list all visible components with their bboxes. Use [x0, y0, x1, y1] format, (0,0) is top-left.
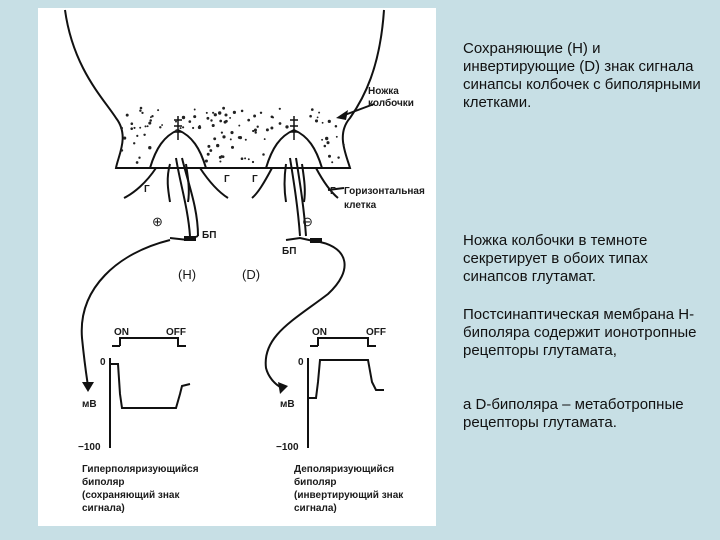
vesicle-dot	[157, 109, 159, 111]
vesicle-dot	[252, 161, 254, 163]
vesicle-dot	[120, 127, 123, 130]
vesicle-dot	[336, 136, 338, 138]
horizontal-cell-label-1: Горизонтальная	[344, 186, 425, 197]
vesicle-dot	[147, 125, 149, 127]
vesicle-dot	[141, 112, 143, 114]
vesicle-dot	[229, 117, 231, 119]
vesicle-dot	[222, 107, 225, 110]
vesicle-dot	[262, 153, 265, 156]
vesicle-dot	[149, 119, 152, 122]
right-caption-2: биполяр	[294, 477, 337, 488]
bp-label-right: БП	[282, 246, 297, 257]
vesicle-dot	[207, 145, 210, 148]
vesicle-dot	[209, 149, 212, 152]
bp-label-left: БП	[202, 230, 217, 241]
side-paragraph-1: Сохраняющие (Н) и инвертирующие (D) знак сигнала синапсы колбочек с биполярными клетками.	[463, 40, 701, 111]
vesicle-dot	[255, 131, 257, 133]
vesicle-dot	[206, 112, 208, 114]
right-off-label: OFF	[366, 327, 386, 338]
vesicle-dot	[230, 131, 233, 134]
vesicle-dot	[206, 117, 209, 120]
left-caption-2: биполяр	[82, 477, 125, 488]
vesicle-dot	[321, 139, 323, 141]
vesicle-dot	[205, 159, 208, 162]
vesicle-dot	[182, 116, 185, 119]
right-mv-label: мВ	[280, 399, 295, 410]
cone-pedicle-label-2: колбочки	[368, 98, 414, 109]
vesicle-dot	[241, 157, 244, 160]
h-type-label: (H)	[178, 267, 197, 282]
vesicle-dot	[325, 137, 328, 140]
vesicle-dot	[207, 153, 210, 156]
side-paragraph-2: Ножка колбочки в темноте секретирует в обоих типах синапсов глутамат.	[463, 232, 648, 285]
right-graph-trace	[308, 360, 384, 398]
vesicle-dot	[136, 161, 139, 164]
vesicle-dot	[214, 113, 217, 116]
g-label-1: Г	[144, 184, 150, 195]
vesicle-dot	[279, 122, 282, 125]
vesicle-dot	[239, 136, 242, 139]
right-connector-curve	[266, 242, 345, 388]
vesicle-dot	[213, 137, 216, 140]
vesicle-dot	[253, 115, 256, 118]
vesicle-dot	[220, 155, 223, 158]
vesicle-dot	[148, 146, 151, 149]
vesicle-dot	[324, 145, 327, 148]
vesicle-dot	[161, 124, 163, 126]
vesicle-dot	[159, 126, 161, 128]
vesicle-dot	[121, 149, 124, 152]
vesicle-dot	[238, 125, 240, 127]
left-graph-trace	[110, 364, 190, 408]
left-horizontal-process	[124, 168, 156, 198]
right-minus100-label: −100	[276, 442, 299, 453]
plus-sign: ⊕	[152, 214, 163, 229]
right-caption-1: Деполяризующийся	[294, 464, 395, 475]
vesicle-dot	[337, 156, 339, 158]
vesicle-dot	[216, 144, 219, 147]
vesicle-dot	[193, 115, 196, 118]
vesicle-dot	[241, 110, 244, 113]
vesicle-dot	[130, 127, 133, 130]
vesicle-dot	[126, 114, 129, 117]
vesicle-dot	[175, 121, 177, 123]
vesicle-dot	[212, 124, 215, 127]
vesicle-dot	[210, 119, 212, 121]
vesicle-dot	[136, 135, 138, 137]
vesicle-dot	[188, 120, 191, 123]
vesicle-dot	[175, 129, 178, 132]
vesicle-dot	[279, 108, 281, 110]
cone-pedicle-outline	[65, 10, 384, 168]
vesicle-dot	[138, 157, 140, 159]
d-type-label: (D)	[242, 267, 261, 282]
g-label-4: Г	[330, 186, 336, 197]
minus-sign: ⊖	[302, 214, 313, 229]
vesicle-dot	[285, 125, 288, 128]
vesicle-dot	[219, 160, 221, 162]
side-paragraph-4: а D-биполяра – метаботропные рецепторы глутамата.	[463, 396, 684, 431]
vesicle-dot	[248, 158, 250, 160]
side-paragraph-3: Постсинаптическая мембрана Н-биполяра содержит ионотропные рецепторы глутамата,	[463, 306, 697, 359]
left-caption-4: сигнала)	[82, 503, 125, 514]
left-bipolar-terminal	[184, 236, 196, 241]
vesicle-dot	[182, 126, 184, 128]
vesicle-dot	[219, 120, 222, 123]
right-bipolar-terminal	[310, 238, 322, 243]
cone-label-arrowhead	[336, 110, 348, 120]
left-connector-arrowhead	[82, 382, 94, 392]
vesicle-dot	[198, 126, 201, 129]
vesicle-dot	[231, 146, 234, 149]
vesicle-dot	[123, 137, 126, 140]
vesicle-dot	[326, 141, 329, 144]
vesicle-dot	[244, 157, 246, 159]
vesicle-dot	[317, 117, 319, 119]
vesicle-dot	[322, 122, 324, 124]
vesicle-dot	[328, 155, 331, 158]
vesicle-dot	[335, 125, 338, 128]
vesicle-dot	[221, 131, 223, 133]
vesicle-dot	[247, 119, 250, 122]
cone-pedicle-label-1: Ножка	[368, 86, 399, 97]
left-minus100-label: −100	[78, 442, 101, 453]
vesicle-dot	[194, 109, 196, 111]
left-caption-3: (сохраняющий знак	[82, 490, 180, 501]
vesicle-dot	[328, 120, 331, 123]
vesicle-dot	[318, 112, 320, 114]
vesicle-dot	[222, 135, 225, 138]
vesicle-dot	[270, 127, 273, 130]
left-off-label: OFF	[166, 327, 186, 338]
right-zero-label: 0	[298, 357, 304, 368]
vesicle-dot	[192, 127, 194, 129]
vesicle-dot	[139, 109, 141, 111]
synapse-figure	[38, 8, 436, 526]
vesicle-dot	[245, 139, 247, 141]
vesicle-dot	[311, 108, 314, 111]
vesicle-dot	[180, 127, 182, 129]
vesicle-dot	[145, 125, 147, 127]
left-connector-curve	[82, 240, 170, 386]
vesicle-dot	[131, 122, 134, 125]
vesicle-dot	[331, 161, 333, 163]
vesicle-dot	[233, 111, 236, 114]
vesicle-dot	[254, 129, 257, 132]
vesicle-dot	[133, 127, 135, 129]
vesicle-dot	[264, 138, 266, 140]
right-caption-3: (инвертирующий знак	[294, 490, 404, 501]
vesicle-dot	[315, 119, 318, 122]
vesicle-dot	[151, 115, 153, 117]
vesicle-dot	[143, 134, 145, 136]
g-label-3: Г	[252, 174, 258, 185]
right-stimulus-bar	[318, 338, 376, 346]
horizontal-cell-label-2: клетка	[344, 200, 377, 211]
g-label-2: Г	[224, 174, 230, 185]
vesicle-dot	[224, 121, 227, 124]
right-connector-arrowhead	[278, 382, 288, 394]
vesicle-dot	[260, 112, 262, 114]
vesicle-dot	[309, 115, 312, 118]
vesicle-dot	[266, 128, 269, 131]
vesicle-dot	[148, 122, 151, 125]
left-on-label: ON	[114, 327, 129, 338]
left-zero-label: 0	[100, 357, 106, 368]
vesicle-dot	[343, 144, 345, 146]
vesicle-dot	[230, 138, 232, 140]
vesicle-dot	[257, 126, 259, 128]
right-caption-4: сигнала)	[294, 503, 337, 514]
vesicle-dot	[139, 127, 141, 129]
vesicle-dot	[140, 107, 143, 110]
left-caption-1: Гиперполяризующийся	[82, 464, 199, 475]
left-stimulus-bar	[120, 338, 186, 346]
vesicle-dot	[212, 112, 214, 114]
vesicle-dot	[224, 113, 227, 116]
right-on-label: ON	[312, 327, 327, 338]
vesicle-dot	[218, 111, 221, 114]
left-mv-label: мВ	[82, 399, 97, 410]
vesicle-dot	[272, 116, 274, 118]
vesicle-dot	[133, 142, 135, 144]
